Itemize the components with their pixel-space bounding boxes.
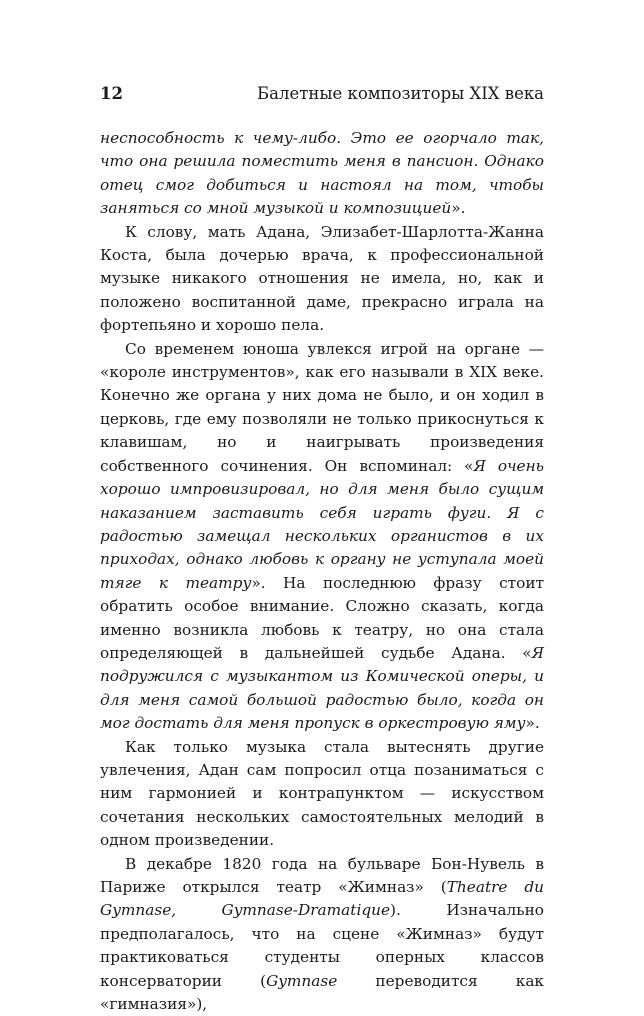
text-run: ». На последнюю фразу стоит обратить особое внимание. Сложно сказать, когда именно возникла любовь к театру, но она стала определяющей в дальнейшей судьбе Адана. « [100,573,545,662]
text-run: ». [525,714,540,733]
italic-term: Gymnase [266,971,338,990]
text-run: В декабре 1820 года на бульваре Бон-Нувель в Париже открылся театр «Жимназ» ( [100,854,544,896]
running-title: Балетные композиторы XIX века [257,84,544,103]
running-head [100,84,544,112]
paragraph [100,127,544,221]
page-number: 12 [100,84,123,103]
text-run: К слову, мать Адана, Элизабет-Шарлотта-Жанна Коста, была дочерью врача, к профессиональной музыке никакого отношения не имела, но, как и положено воспитанной даме, прекрасно играла на фортепьяно и хорошо пела. [100,222,544,335]
text-run: переводится как «гимназия»), [100,971,544,1014]
paragraph [100,221,544,338]
italic-quote: Я подружился с музыкантом из Комической оперы, и для меня самой большой радостью было, когда он мог достать для меня пропуск в оркестровую яму [100,643,544,733]
book-page [100,84,545,1014]
italic-quote: неспособность к чему-либо. Это ее огорчало так, что она решила поместить меня в пансион. Однако отец смог добиться и настоял на том, чтобы заняться со мной музыкой и композицией [100,129,544,218]
paragraph [100,736,544,853]
text-run: Со временем юноша увлекся игрой на органе — «короле инструментов», как его называли в XIX веке. Конечно же органа у них дома не было, и он ходил в церковь, где ему позволяли не только прикоснуться к клавишам, но и наигрывать произведения собственного сочинения. Он вспоминал: « [100,339,544,475]
italic-quote: Я очень хорошо импровизировал, но для меня было сущим наказанием заставить себя играть фуги. Я с радостью замещал нескольких органистов в их приходах, однако любовь к органу не уступала моей тяге к театру [100,456,545,592]
text-run: Как только музыка стала вытеснять другие увлечения, Адан сам попросил отца позаниматься с ним гармонией и контрапунктом — искусством сочетания нескольких самостоятельных мелодий в одном произведении. [100,737,544,850]
italic-title: Theatre du Gymnase, Gymnase-Dramatique [100,878,544,920]
text-run: ». [451,199,466,218]
text-run: ). Изначально предполагалось, что на сцене «Жимназ» будут практиковаться студенты оперных классов консерватории ( [100,901,544,990]
paragraph [100,338,544,736]
body-text [100,127,544,1016]
paragraph [100,853,544,1016]
